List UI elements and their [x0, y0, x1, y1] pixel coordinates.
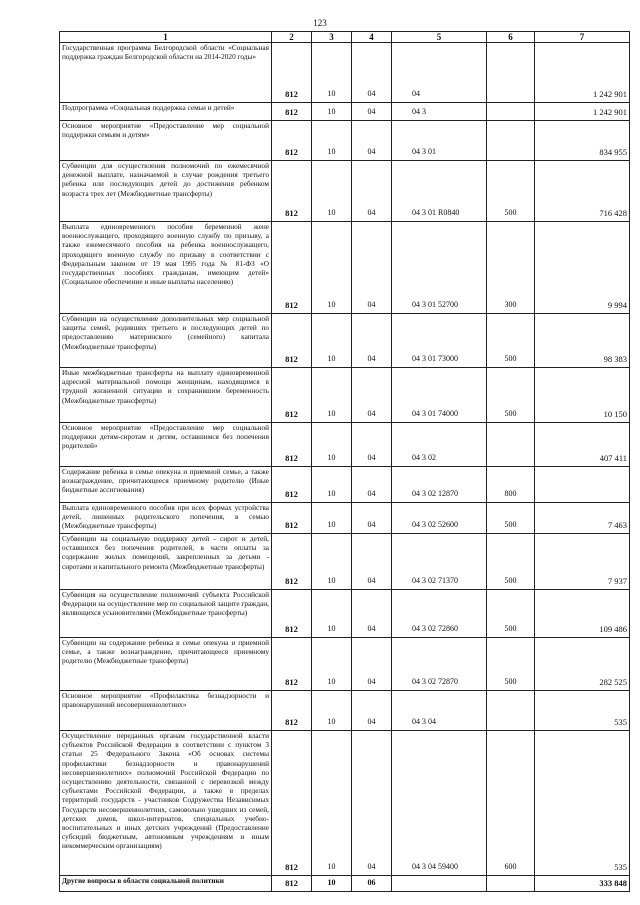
row-c3-cell: 10 — [312, 876, 352, 892]
row-name-cell: Иные межбюджетные трансферты на выплату единовременной адресной материальной помощи женщинам, находящимся в трудной жизненной ситуации и сохранившим беременность (Межбюджетные трансферты) — [60, 368, 272, 423]
row-c3-cell: 10 — [312, 161, 352, 222]
row-c7-cell — [535, 467, 630, 503]
row-c3-cell: 10 — [312, 590, 352, 638]
row-c6-cell — [487, 43, 535, 103]
budget-table — [59, 31, 630, 892]
table-row — [60, 731, 630, 876]
row-c4-cell: 04 — [352, 534, 392, 590]
row-c5-cell: 04 3 02 52600 — [392, 503, 487, 534]
table-header-row — [60, 32, 630, 43]
row-c5-cell: 04 3 02 12870 — [392, 467, 487, 503]
table-row — [60, 121, 630, 161]
row-c7-cell: 109 486 — [535, 590, 630, 638]
row-c5-cell: 04 3 02 72870 — [392, 638, 487, 691]
row-c4-cell: 04 — [352, 368, 392, 423]
row-c2-cell: 812 — [272, 368, 312, 423]
row-c5-cell: 04 3 01 73000 — [392, 314, 487, 368]
row-c3-cell: 10 — [312, 43, 352, 103]
row-c7-cell: 1 242 901 — [535, 43, 630, 103]
row-c5-cell: 04 3 01 52700 — [392, 222, 487, 314]
row-c4-cell: 04 — [352, 467, 392, 503]
row-c7-cell: 7 937 — [535, 534, 630, 590]
row-c4-cell: 04 — [352, 503, 392, 534]
table-row — [60, 222, 630, 314]
row-c7-cell: 333 848 — [535, 876, 630, 892]
row-c3-cell: 10 — [312, 731, 352, 876]
row-name-cell: Выплата единовременного пособия беременной жене военнослужащего, проходящего военную службу по призыву, а также ежемесячного пособия на ребенка военнослужащего, проходящего военную службу по призыву в соответствии с Федеральным законом от 19 мая 1995 года № 81-ФЗ «О государственных пособиях гражданам, имеющим детей» (Социальное обеспечение и иные выплаты населению) — [60, 222, 272, 314]
table-row — [60, 161, 630, 222]
row-c6-cell: 500 — [487, 161, 535, 222]
row-c3-cell: 10 — [312, 691, 352, 731]
row-c6-cell — [487, 876, 535, 892]
header-cell-7: 7 — [535, 32, 630, 43]
row-name-cell: Осуществление переданных органам государственной власти субъектов Российской Федерации в соответствии с пунктом 3 статьи 25 Федерального Закона «Об основах системы профилактики безнадзорности и правонарушений несовершеннолетних» полномочий Российской Федерации по осуществлению деятельности, связанной с перевозкой между субъектами Российской Федерации, а также в пределах территорий государств - участников Содружества Независимых Государств несовершеннолетних, самовольно ушедших из семей, детских домов, школ-интернатов, специальных учебно-воспитательных и иных детских учреждений (Предоставление субсидий бюджетным, автономным учреждениям и иным некоммерческим организациям) — [60, 731, 272, 876]
row-c6-cell: 500 — [487, 534, 535, 590]
table-row — [60, 691, 630, 731]
row-c4-cell: 04 — [352, 222, 392, 314]
row-c2-cell: 812 — [272, 691, 312, 731]
row-c5-cell: 04 3 02 71370 — [392, 534, 487, 590]
row-c7-cell: 10 150 — [535, 368, 630, 423]
row-c4-cell: 04 — [352, 590, 392, 638]
row-name-cell: Субвенции на осуществление дополнительных мер социальной защиты семей, родивших третьего и последующих детей по предоставлению материнского (семейного) капитала (Межбюджетные трансферты) — [60, 314, 272, 368]
row-c4-cell: 04 — [352, 638, 392, 691]
row-c7-cell: 407 411 — [535, 423, 630, 467]
row-c6-cell: 600 — [487, 731, 535, 876]
row-c2-cell: 812 — [272, 731, 312, 876]
row-c4-cell: 04 — [352, 314, 392, 368]
row-c5-cell: 04 3 02 — [392, 423, 487, 467]
row-c5-cell: 04 3 01 74000 — [392, 368, 487, 423]
row-c2-cell: 812 — [272, 103, 312, 121]
row-c5-cell: 04 3 04 — [392, 691, 487, 731]
header-cell-6: 6 — [487, 32, 535, 43]
table-row — [60, 103, 630, 121]
row-c3-cell: 10 — [312, 467, 352, 503]
row-c4-cell: 04 — [352, 103, 392, 121]
row-c7-cell: 535 — [535, 731, 630, 876]
row-c5-cell: 04 3 01 R0840 — [392, 161, 487, 222]
row-c6-cell — [487, 103, 535, 121]
row-c2-cell: 812 — [272, 876, 312, 892]
row-name-cell: Субвенции для осуществления полномочий по ежемесячной денежной выплате, назначаемой в случае рождения третьего ребенка или последующих детей до достижения ребенком возраста трех лет (Межбюджетные трансферты) — [60, 161, 272, 222]
table-row — [60, 467, 630, 503]
table-row — [60, 423, 630, 467]
row-c6-cell: 500 — [487, 314, 535, 368]
row-c3-cell: 10 — [312, 222, 352, 314]
table-row — [60, 43, 630, 103]
row-c5-cell — [392, 876, 487, 892]
row-c5-cell: 04 3 02 72860 — [392, 590, 487, 638]
row-name-cell: Основное мероприятие «Профилактика безнадзорности и правонарушений несовершеннолетних» — [60, 691, 272, 731]
row-name-cell: Субвенция на осуществление полномочий субъекта Российской Федерации на осуществление мер по социальной защите граждан, являющихся усыновителями (Межбюджетные трансферты) — [60, 590, 272, 638]
row-name-cell: Основное мероприятие «Предоставление мер социальной поддержки детям-сиротам и детям, оставшимся без попечения родителей» — [60, 423, 272, 467]
row-c7-cell: 1 242 901 — [535, 103, 630, 121]
row-c6-cell: 300 — [487, 222, 535, 314]
row-c6-cell: 500 — [487, 590, 535, 638]
row-name-cell: Выплата единовременного пособия при всех формах устройства детей, лишенных родительского попечения, в семью (Межбюджетные трансферты) — [60, 503, 272, 534]
row-c7-cell: 535 — [535, 691, 630, 731]
row-c6-cell: 800 — [487, 467, 535, 503]
row-c2-cell: 812 — [272, 314, 312, 368]
row-c4-cell: 04 — [352, 121, 392, 161]
header-cell-4: 4 — [352, 32, 392, 43]
row-c6-cell — [487, 691, 535, 731]
row-c6-cell: 500 — [487, 503, 535, 534]
row-c2-cell: 812 — [272, 467, 312, 503]
row-c7-cell: 716 428 — [535, 161, 630, 222]
row-c2-cell: 812 — [272, 121, 312, 161]
row-c6-cell: 500 — [487, 638, 535, 691]
row-name-cell: Другие вопросы в области социальной политики — [60, 876, 272, 892]
row-c4-cell: 06 — [352, 876, 392, 892]
table-row — [60, 503, 630, 534]
row-c3-cell: 10 — [312, 314, 352, 368]
row-c7-cell: 98 383 — [535, 314, 630, 368]
row-name-cell: Субвенции на социальную поддержку детей - сирот и детей, оставшихся без попечения родителей, в части оплаты за содержание жилых помещений, закрепленных за детьми - сиротами и капитального ремонта (Межбюджетные трансферты) — [60, 534, 272, 590]
table-row — [60, 876, 630, 892]
row-c2-cell: 812 — [272, 590, 312, 638]
row-c5-cell: 04 — [392, 43, 487, 103]
row-c2-cell: 812 — [272, 43, 312, 103]
row-c5-cell: 04 3 — [392, 103, 487, 121]
row-c4-cell: 04 — [352, 43, 392, 103]
row-c5-cell: 04 3 04 59400 — [392, 731, 487, 876]
row-c2-cell: 812 — [272, 161, 312, 222]
table-row — [60, 314, 630, 368]
header-cell-3: 3 — [312, 32, 352, 43]
row-c2-cell: 812 — [272, 503, 312, 534]
row-c4-cell: 04 — [352, 691, 392, 731]
row-c5-cell: 04 3 01 — [392, 121, 487, 161]
row-c3-cell: 10 — [312, 368, 352, 423]
row-c6-cell — [487, 423, 535, 467]
row-c3-cell: 10 — [312, 423, 352, 467]
row-c7-cell: 9 994 — [535, 222, 630, 314]
header-cell-2: 2 — [272, 32, 312, 43]
table-row — [60, 590, 630, 638]
table-row — [60, 638, 630, 691]
row-c7-cell: 282 525 — [535, 638, 630, 691]
row-c6-cell: 500 — [487, 368, 535, 423]
row-c7-cell: 834 955 — [535, 121, 630, 161]
row-c3-cell: 10 — [312, 103, 352, 121]
row-c3-cell: 10 — [312, 638, 352, 691]
row-c2-cell: 812 — [272, 638, 312, 691]
row-c6-cell — [487, 121, 535, 161]
row-c3-cell: 10 — [312, 534, 352, 590]
row-name-cell: Субвенции на содержание ребенка в семье опекуна и приемной семье, а также вознаграждение, причитающееся приемному родителю (Межбюджетные трансферты) — [60, 638, 272, 691]
header-cell-5: 5 — [392, 32, 487, 43]
header-cell-1: 1 — [60, 32, 272, 43]
table-row — [60, 534, 630, 590]
page-number: 123 — [313, 18, 327, 28]
row-c7-cell: 7 463 — [535, 503, 630, 534]
row-c2-cell: 812 — [272, 423, 312, 467]
row-c2-cell: 812 — [272, 222, 312, 314]
row-c3-cell: 10 — [312, 503, 352, 534]
row-name-cell: Основное мероприятие «Предоставление мер социальной поддержки семьям и детям» — [60, 121, 272, 161]
row-c3-cell: 10 — [312, 121, 352, 161]
table-row — [60, 368, 630, 423]
row-name-cell: Содержание ребенка в семье опекуна и приемной семье, а также вознаграждение, причитающееся приемному родителю (Иные бюджетные ассигнования) — [60, 467, 272, 503]
row-name-cell: Подпрограмма «Социальная поддержка семьи и детей» — [60, 103, 272, 121]
row-c4-cell: 04 — [352, 731, 392, 876]
row-c4-cell: 04 — [352, 423, 392, 467]
row-c2-cell: 812 — [272, 534, 312, 590]
row-name-cell: Государственная программа Белгородской области «Социальная поддержка граждан Белгородской области на 2014-2020 годы» — [60, 43, 272, 103]
row-c4-cell: 04 — [352, 161, 392, 222]
